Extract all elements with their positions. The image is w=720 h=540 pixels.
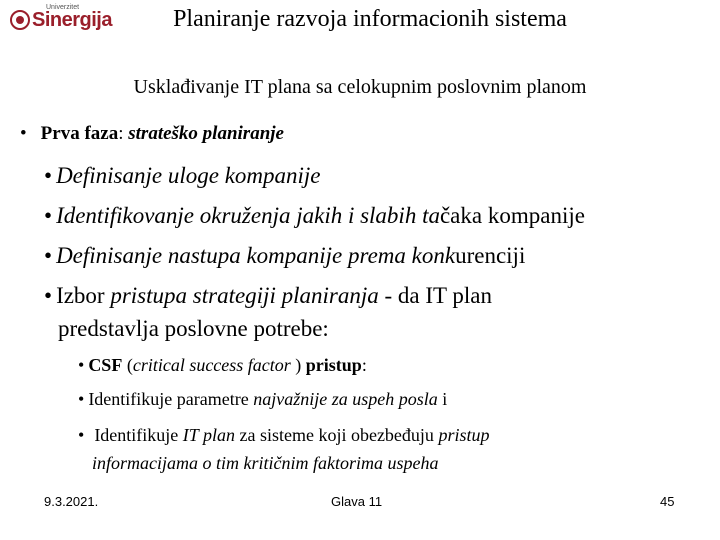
sub-item-text: ( [122, 355, 133, 375]
slide-title: Planiranje razvoja informacionih sistema [173, 6, 567, 32]
logo-small-text: Univerzitet [46, 4, 80, 11]
sub-item-text: Identifikuje parametre [88, 389, 254, 409]
logo-emblem-icon [10, 10, 30, 30]
list-item-text-italic: pristupa strategiji planiranja [110, 283, 379, 308]
bullet: • [20, 123, 27, 144]
sub-item-italic: critical success factor [132, 355, 291, 375]
sub-item-italic: najvažnije za uspeh posla [253, 389, 438, 409]
bullet: • [78, 425, 85, 445]
sub-item-text: Identifikuje [94, 425, 183, 445]
list-item-continuation: predstavlja poslovne potrebe: [58, 316, 329, 341]
sub-item-bold: pristup [305, 355, 362, 375]
sub-item-text: za sisteme koji obezbeđuju [234, 425, 439, 445]
bullet: • [44, 203, 53, 228]
phase-item [20, 123, 284, 145]
list-item [44, 157, 321, 195]
university-logo [10, 4, 112, 34]
phase-name: strateško planiranje [128, 123, 284, 144]
sub-item-acronym: CSF [88, 355, 123, 375]
bullet: • [78, 389, 85, 409]
sub-item-italic: informacijama o tim kritičnim faktorima uspeha [92, 453, 439, 473]
sub-item-italic: pristup [438, 425, 490, 445]
slide-subtitle: Usklađivanje IT plana sa celokupnim poslovnim planom [133, 76, 587, 98]
bullet: • [44, 283, 53, 308]
sub-item-italic: IT plan [182, 425, 235, 445]
sub-item [78, 420, 489, 450]
list-item-text: Identifikovanje okruženja jakih i slabih ta [56, 203, 440, 228]
list-item-text-tail: urenciji [455, 243, 526, 268]
list-item-text-tail: čaka kompanije [439, 203, 585, 228]
sub-item-text: ) [290, 355, 306, 375]
phase-colon: : [118, 123, 129, 144]
sub-item-text: i [437, 389, 448, 409]
list-item-text: Definisanje uloge kompanije [56, 163, 321, 188]
logo-name: Sinergija [32, 9, 112, 31]
list-item-text: Definisanje nastupa kompanije prema konk [56, 243, 456, 268]
list-item [44, 197, 585, 235]
footer-date: 9.3.2021. [44, 494, 99, 509]
list-item [44, 237, 525, 275]
footer-chapter: Glava 11 [331, 494, 383, 509]
bullet: • [44, 163, 53, 188]
sub-item-continuation [92, 448, 438, 478]
footer-page-number: 45 [660, 494, 675, 509]
list-item-text: Izbor [56, 283, 111, 308]
bullet: • [44, 243, 53, 268]
sub-item [78, 384, 447, 414]
phase-label: Prva faza [40, 123, 119, 144]
sub-item [78, 350, 367, 380]
list-item-text-tail: - da IT plan [378, 283, 492, 308]
bullet: • [78, 355, 85, 375]
sub-item-text: : [361, 355, 367, 375]
